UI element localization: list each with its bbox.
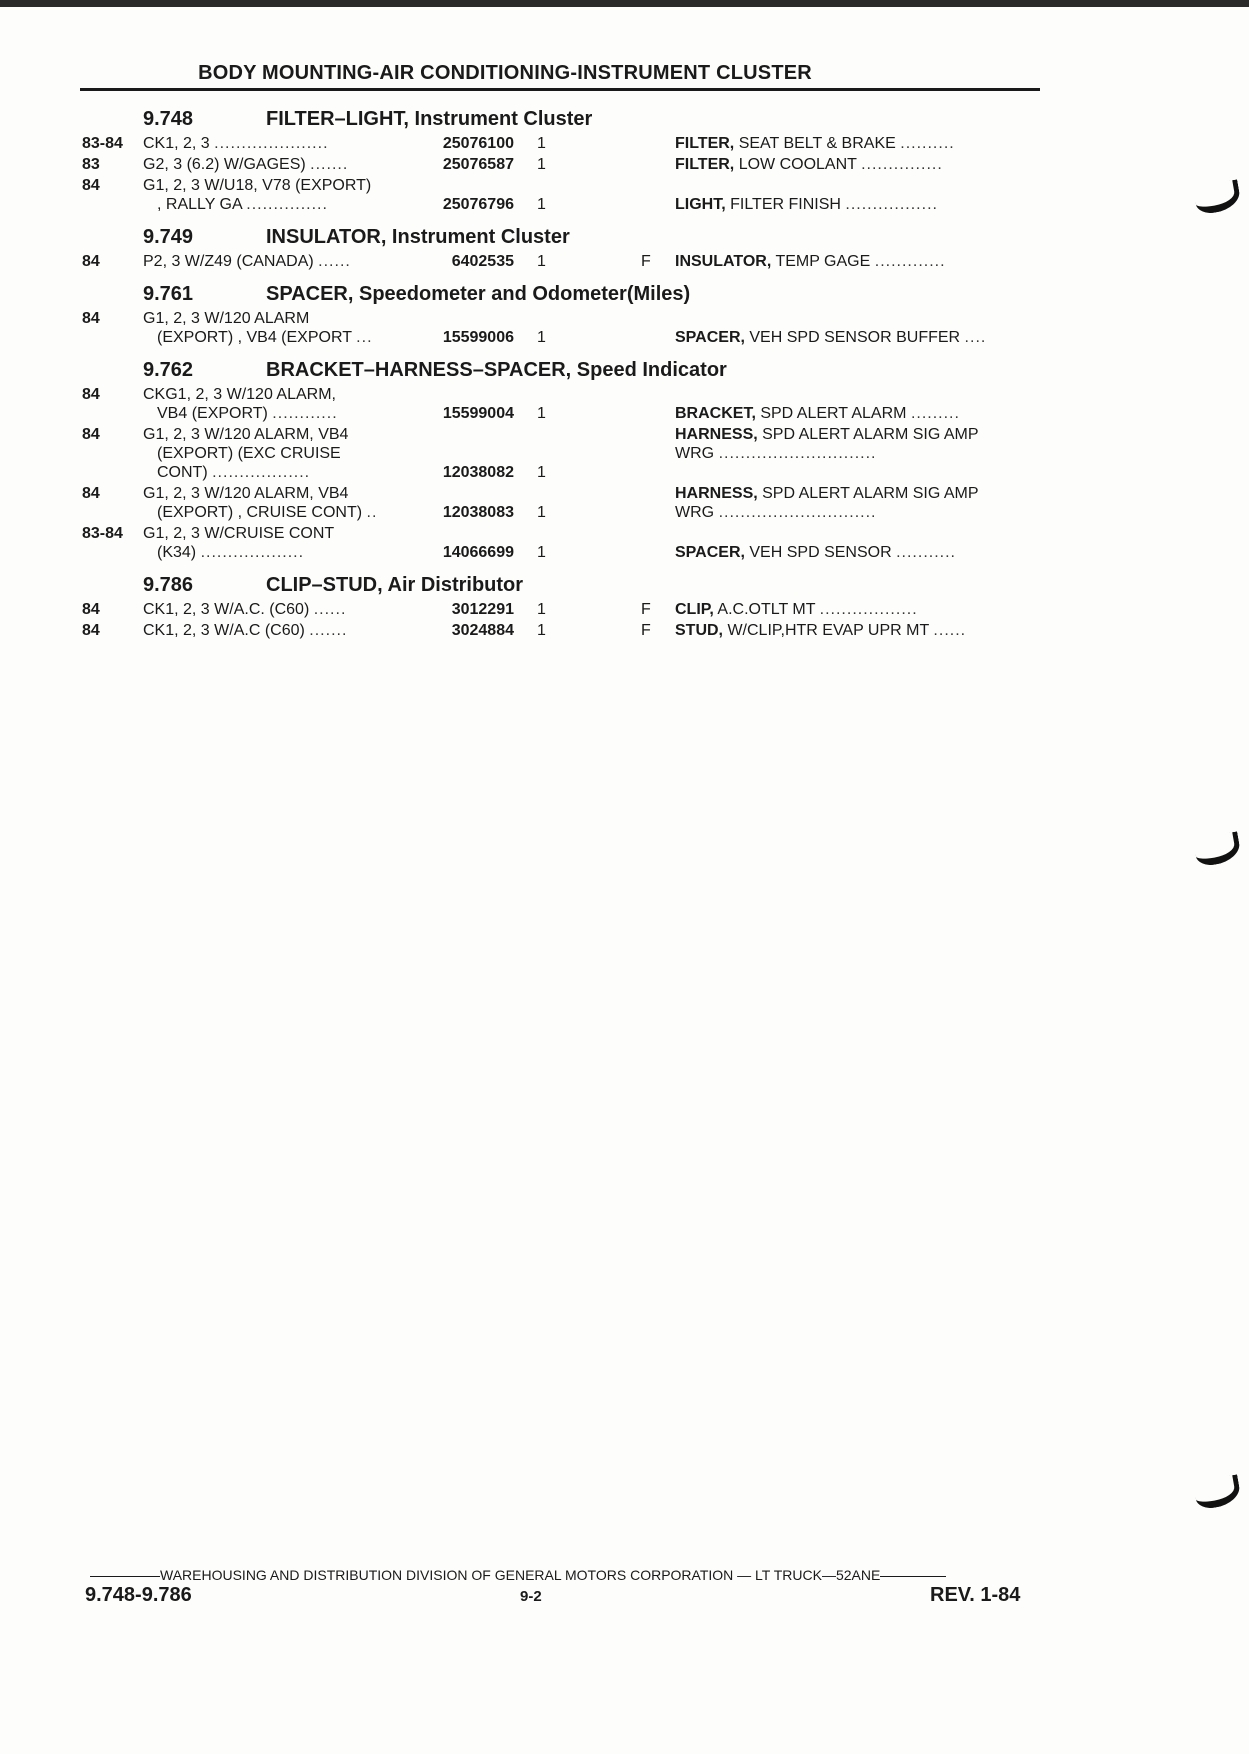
entry-name-line: [675, 252, 946, 271]
entry-name-line: [675, 328, 986, 347]
footer-rule-left: [90, 1576, 160, 1577]
entry-part-number: 3012291: [451, 601, 514, 618]
entry-name: [675, 134, 955, 153]
entry-part-number: 12038082: [442, 464, 514, 481]
entry-description-text: G1, 2, 3 W/U18, V78 (EXPORT): [143, 177, 372, 194]
parts-entry: [0, 425, 1249, 484]
entry-year: 84: [82, 426, 100, 443]
entry-quantity: 1: [537, 504, 546, 521]
entry-name-bold: HARNESS,: [675, 426, 758, 443]
entry-description-text: CONT): [157, 464, 208, 481]
entry-name-leader: ..........: [900, 135, 955, 152]
entry-description-text: VB4 (EXPORT): [157, 405, 268, 422]
entry-description-line: [143, 195, 371, 214]
binder-hole-mark: [1193, 831, 1242, 867]
entry-description-line: [143, 176, 371, 195]
entry-year: 84: [82, 601, 100, 618]
entry-year: 84: [82, 253, 100, 270]
entry-description-text: (EXPORT) , VB4 (EXPORT: [157, 329, 352, 346]
entry-name-bold: CLIP,: [675, 601, 714, 618]
parts-entry: [0, 385, 1249, 425]
parts-entry: [0, 524, 1249, 564]
entry-leader-dots: ..: [366, 504, 378, 521]
entry-part-number: 25076796: [442, 196, 514, 213]
entry-description-text: CK1, 2, 3 W/A.C (C60): [143, 622, 305, 639]
entry-name-leader: ..................: [819, 601, 918, 618]
entry-year: 83-84: [82, 525, 123, 542]
entry-leader-dots: ...............: [246, 196, 328, 213]
section-number: 9.749: [143, 226, 194, 248]
entry-description: [143, 176, 371, 214]
entry-name-line: [675, 155, 943, 174]
entry-name-leader: ...........: [896, 544, 956, 561]
entry-part-number: 14066699: [442, 544, 514, 561]
entry-flag: F: [641, 622, 651, 639]
footer-range: 9.748-9.786: [85, 1584, 192, 1606]
entry-description-text: CK1, 2, 3: [143, 135, 210, 152]
parts-entry: [0, 155, 1249, 176]
entry-year: 84: [82, 485, 100, 502]
entry-quantity: 1: [537, 464, 546, 481]
entry-name-bold: SPACER,: [675, 544, 745, 561]
entry-flag: F: [641, 601, 651, 618]
entry-quantity: 1: [537, 405, 546, 422]
entry-description: [143, 484, 377, 522]
entry-description-line: [143, 385, 338, 404]
entry-description-line: [143, 155, 348, 174]
entry-name-bold: FILTER,: [675, 135, 735, 152]
parts-entry: [0, 176, 1249, 216]
section-heading: [0, 277, 1249, 309]
entry-part-number: 15599004: [442, 405, 514, 422]
entry-description-line: [143, 503, 377, 522]
entry-name-line: [675, 503, 979, 522]
entry-name-text: SPD ALERT ALARM SIG AMP: [757, 485, 979, 502]
title-rule: [80, 88, 1040, 91]
entry-description: [143, 134, 329, 153]
entry-name-line: [675, 404, 960, 423]
page-title: BODY MOUNTING-AIR CONDITIONING-INSTRUMENT CLUSTER: [198, 62, 812, 84]
entry-description-text: G1, 2, 3 W/120 ALARM: [143, 310, 310, 327]
entry-description-text: P2, 3 W/Z49 (CANADA): [143, 253, 314, 270]
entry-name-continuation: WRG: [675, 445, 715, 462]
entry-name-text: SPD ALERT ALARM: [755, 405, 907, 422]
entry-description: [143, 425, 348, 482]
entry-quantity: 1: [537, 544, 546, 561]
entry-name-leader: ....: [964, 329, 987, 346]
footer-rule-right: [880, 1576, 946, 1577]
parts-entry: [0, 621, 1249, 642]
entry-description-text: G1, 2, 3 W/120 ALARM, VB4: [143, 485, 349, 502]
entry-description-text: G1, 2, 3 W/CRUISE CONT: [143, 525, 335, 542]
entry-name-line: [675, 600, 918, 619]
entry-part-number: 6402535: [451, 253, 514, 270]
entry-name-line: [675, 134, 955, 153]
section-number: 9.761: [143, 283, 194, 305]
footer-revision: REV. 1-84: [930, 1584, 1021, 1606]
entry-name-text: SPD ALERT ALARM SIG AMP: [757, 426, 979, 443]
section: [0, 353, 1249, 564]
entry-quantity: 1: [537, 196, 546, 213]
entry-quantity: 1: [537, 601, 546, 618]
entry-name: [675, 621, 966, 640]
footer-division: WAREHOUSING AND DISTRIBUTION DIVISION OF GENERAL MOTORS CORPORATION — LT TRUCK—52ANE: [160, 1567, 881, 1583]
entry-description-line: [143, 543, 334, 562]
entry-name-leader: .................: [845, 196, 938, 213]
entry-name-text: A.C.OTLT MT: [713, 601, 816, 618]
entry-part-number: 15599006: [442, 329, 514, 346]
entry-description-line: [143, 484, 377, 503]
entry-leader-dots: ..................: [212, 464, 311, 481]
entry-name-leader: .............................: [718, 445, 877, 462]
section-title: CLIP–STUD, Air Distributor: [266, 574, 524, 596]
entry-description-line: [143, 621, 347, 640]
section: [0, 568, 1249, 642]
entry-description-line: [143, 328, 373, 347]
entry-description-line: [143, 524, 334, 543]
section: [0, 277, 1249, 349]
entry-part-number: 25076100: [442, 135, 514, 152]
entry-description: [143, 252, 351, 271]
entry-description: [143, 524, 334, 562]
section-title: FILTER–LIGHT, Instrument Cluster: [266, 108, 593, 130]
entry-year: 84: [82, 386, 100, 403]
entry-name: [675, 404, 960, 423]
entry-name-text: TEMP GAGE: [771, 253, 871, 270]
entry-quantity: 1: [537, 329, 546, 346]
parts-entry: [0, 252, 1249, 273]
entry-name-bold: LIGHT,: [675, 196, 726, 213]
parts-entry: [0, 309, 1249, 349]
entry-description-text: G2, 3 (6.2) W/GAGES): [143, 156, 306, 173]
entry-leader-dots: .....................: [214, 135, 329, 152]
scan-top-edge: [0, 0, 1249, 7]
section-heading: [0, 220, 1249, 252]
entry-name: [675, 425, 979, 463]
entry-leader-dots: ......: [313, 601, 347, 618]
entry-leader-dots: .......: [309, 622, 348, 639]
entry-description-line: [143, 252, 351, 271]
entry-name-bold: BRACKET,: [675, 405, 756, 422]
entry-name-text: LOW COOLANT: [734, 156, 857, 173]
entry-leader-dots: ...................: [200, 544, 305, 561]
parts-entry: [0, 134, 1249, 155]
entry-year: 84: [82, 177, 100, 194]
entry-name-continuation: WRG: [675, 504, 715, 521]
entry-description: [143, 385, 338, 423]
section: [0, 220, 1249, 273]
entry-description: [143, 621, 347, 640]
entry-name-leader: .............: [874, 253, 946, 270]
entry-name-line: [675, 195, 938, 214]
entry-description: [143, 600, 346, 619]
section-number: 9.786: [143, 574, 194, 596]
entry-name-line: [675, 543, 956, 562]
entry-leader-dots: ............: [272, 405, 338, 422]
entry-description-line: [143, 309, 373, 328]
section-number: 9.762: [143, 359, 194, 381]
section-title: SPACER, Speedometer and Odometer(Miles): [266, 283, 691, 305]
entry-quantity: 1: [537, 622, 546, 639]
parts-entry: [0, 600, 1249, 621]
entry-name-line: [675, 444, 979, 463]
entry-part-number: 12038083: [442, 504, 514, 521]
entry-name-text: VEH SPD SENSOR BUFFER: [744, 329, 961, 346]
entry-description-text: (EXPORT) (EXC CRUISE: [157, 445, 341, 462]
entry-description-text: (K34): [157, 544, 197, 561]
entry-name: [675, 155, 943, 174]
entry-name-text: FILTER FINISH: [725, 196, 841, 213]
entry-name: [675, 600, 918, 619]
entry-leader-dots: ......: [318, 253, 351, 270]
entry-name-line: [675, 621, 966, 640]
entry-name: [675, 252, 946, 271]
entry-name: [675, 195, 938, 214]
entry-name-text: VEH SPD SENSOR: [744, 544, 892, 561]
entry-name-leader: ...............: [861, 156, 943, 173]
entry-name-leader: .............................: [718, 504, 877, 521]
entry-description-line: [143, 425, 348, 444]
section-heading: [0, 568, 1249, 600]
entry-name-text: W/CLIP,HTR EVAP UPR MT: [723, 622, 929, 639]
section-title: INSULATOR, Instrument Cluster: [266, 226, 570, 248]
entry-quantity: 1: [537, 135, 546, 152]
entry-description-line: [143, 600, 346, 619]
entry-name-line: [675, 425, 979, 444]
entry-description-line: [143, 134, 329, 153]
section-number: 9.748: [143, 108, 194, 130]
entry-description-text: , RALLY GA: [157, 196, 242, 213]
entry-quantity: 1: [537, 156, 546, 173]
footer-division-line: [90, 1567, 1040, 1583]
entry-leader-dots: ...: [356, 329, 373, 346]
entry-name-text: SEAT BELT & BRAKE: [734, 135, 896, 152]
entry-part-number: 25076587: [442, 156, 514, 173]
section-heading: [0, 353, 1249, 385]
entry-year: 83-84: [82, 135, 123, 152]
entry-leader-dots: .......: [310, 156, 349, 173]
entry-year: 83: [82, 156, 100, 173]
entry-description-text: (EXPORT) , CRUISE CONT): [157, 504, 363, 521]
entry-quantity: 1: [537, 253, 546, 270]
section-title: BRACKET–HARNESS–SPACER, Speed Indicator: [266, 359, 727, 381]
entry-name-bold: SPACER,: [675, 329, 745, 346]
entry-name-leader: .........: [910, 405, 960, 422]
parts-list: [0, 98, 1249, 642]
entry-name-leader: ......: [933, 622, 967, 639]
entry-description-line: [143, 444, 348, 463]
entry-year: 84: [82, 622, 100, 639]
entry-name: [675, 543, 956, 562]
entry-description-text: G1, 2, 3 W/120 ALARM, VB4: [143, 426, 349, 443]
entry-description-text: CK1, 2, 3 W/A.C. (C60): [143, 601, 310, 618]
entry-name: [675, 484, 979, 522]
entry-name-bold: INSULATOR,: [675, 253, 772, 270]
section-heading: [0, 102, 1249, 134]
entry-description-line: [143, 404, 338, 423]
entry-description: [143, 309, 373, 347]
entry-name: [675, 328, 986, 347]
entry-year: 84: [82, 310, 100, 327]
binder-hole-mark: [1193, 1474, 1242, 1510]
parts-entry: [0, 484, 1249, 524]
entry-flag: F: [641, 253, 651, 270]
entry-part-number: 3024884: [451, 622, 514, 639]
entry-description-line: [143, 463, 348, 482]
entry-description-text: CKG1, 2, 3 W/120 ALARM,: [143, 386, 336, 403]
entry-name-bold: FILTER,: [675, 156, 735, 173]
entry-name-line: [675, 484, 979, 503]
footer-page-number: 9-2: [520, 1588, 542, 1605]
entry-description: [143, 155, 348, 174]
entry-name-bold: STUD,: [675, 622, 723, 639]
entry-name-bold: HARNESS,: [675, 485, 758, 502]
section: [0, 102, 1249, 216]
